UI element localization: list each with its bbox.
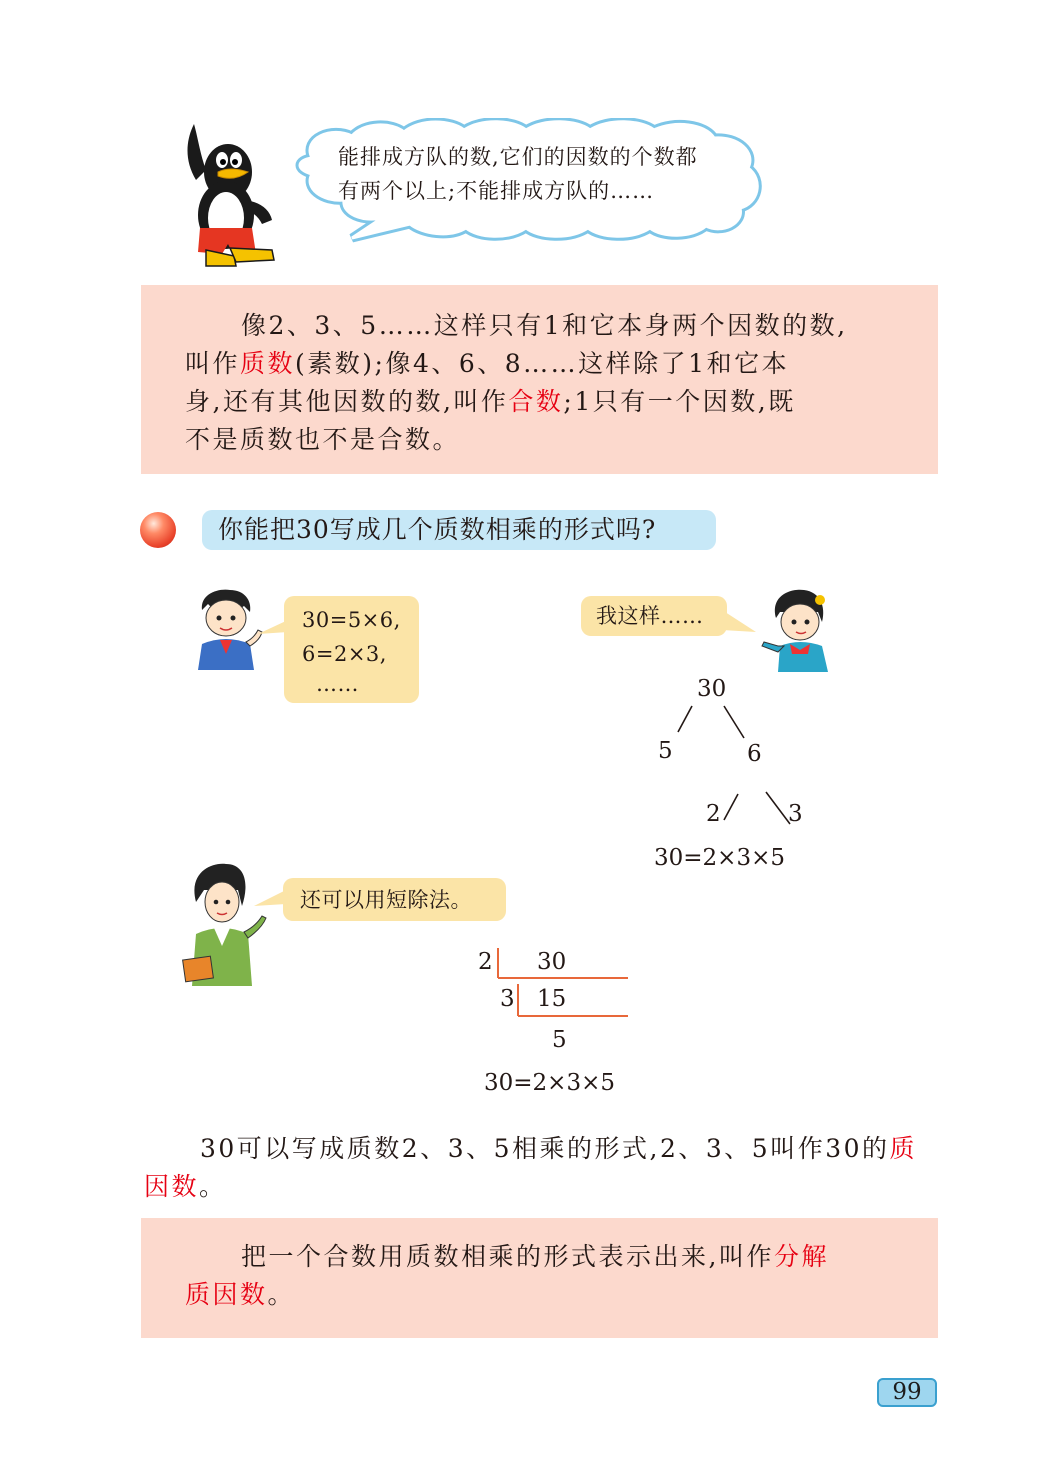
definition2-text <box>185 1238 905 1314</box>
definition-box-prime-composite <box>141 285 938 474</box>
teacher-bubble-tail <box>254 888 286 908</box>
girl-bubble-text: 我这样…… <box>596 604 704 628</box>
prime-factor-paragraph <box>144 1130 940 1206</box>
teacher-bubble-text: 还可以用短除法。 <box>300 888 472 912</box>
cloud-line-1: 能排成方队的数,它们的因数的个数都 <box>338 145 698 169</box>
short-division-lines <box>490 948 630 1020</box>
boy-illustration <box>192 588 264 670</box>
division-result: 30=2×3×5 <box>484 1070 615 1096</box>
term-prime-number: 质数 <box>240 349 296 378</box>
definition2-line-1-a: 把一个合数用质数相乘的形式表示出来,叫作 <box>241 1242 774 1271</box>
question-ball-icon <box>140 512 176 548</box>
definition-line-3 <box>185 383 905 421</box>
girl-illustration <box>760 588 836 672</box>
teacher-illustration <box>182 862 272 986</box>
tree-leaf-3: 3 <box>788 801 803 827</box>
page-number: 99 <box>892 1379 922 1405</box>
term-prime-factor-part-1: 质 <box>889 1134 918 1163</box>
division-dividend-1: 30 <box>537 949 567 975</box>
term-composite-number: 合数 <box>508 387 564 416</box>
definition-line-1: 像2、3、5……这样只有1和它本身两个因数的数, <box>241 311 848 340</box>
term-factorization-part-2: 质因数 <box>185 1280 268 1309</box>
tree-result: 30=2×3×5 <box>654 845 785 871</box>
paragraph-line-2 <box>144 1168 940 1206</box>
definition-text <box>185 307 905 459</box>
tree-root: 30 <box>697 676 727 702</box>
division-divisor-2: 3 <box>500 986 515 1012</box>
girl-bubble-tail <box>722 608 756 634</box>
cloud-text <box>338 140 768 208</box>
division-quotient: 5 <box>552 1027 567 1053</box>
definition-line-2-b: (素数);像4、6、8……这样除了1和它本 <box>295 349 790 378</box>
definition-line-3-a: 身,还有其他因数的数,叫作 <box>185 387 509 416</box>
definition-box-prime-factorization <box>141 1218 938 1338</box>
penguin-illustration <box>176 120 286 270</box>
boy-bubble-line-3: …… <box>316 672 359 696</box>
division-dividend-2: 15 <box>537 986 567 1012</box>
tree-leaf-2: 2 <box>706 801 721 827</box>
definition-line-3-b: ;1只有一个因数,既 <box>563 387 796 416</box>
paragraph-line-1 <box>144 1130 940 1168</box>
definition-line-2 <box>185 345 905 383</box>
question-text: 你能把30写成几个质数相乘的形式吗? <box>218 515 657 544</box>
definition2-line-2-end: 。 <box>267 1280 296 1309</box>
definition2-line-1 <box>185 1238 905 1276</box>
tree-right-6: 6 <box>747 741 762 767</box>
division-divisor-1: 2 <box>478 949 493 975</box>
cloud-line-2: 有两个以上;不能排成方队的…… <box>338 179 655 203</box>
definition-line-2-a: 叫作 <box>185 349 241 378</box>
term-factorization-part-1: 分解 <box>773 1242 829 1271</box>
definition2-line-2 <box>185 1276 905 1314</box>
tree-left-5: 5 <box>658 738 673 764</box>
paragraph-line-1-text: 30可以写成质数2、3、5相乘的形式,2、3、5叫作30的 <box>200 1134 890 1163</box>
boy-bubble-line-1: 30=5×6, <box>302 608 401 632</box>
definition-line-4: 不是质数也不是合数。 <box>185 425 461 454</box>
boy-bubble-line-2: 6=2×3, <box>302 642 387 666</box>
paragraph-line-2-end: 。 <box>199 1172 227 1201</box>
boy-bubble-tail <box>258 618 288 638</box>
term-prime-factor-part-2: 因数 <box>144 1172 200 1201</box>
